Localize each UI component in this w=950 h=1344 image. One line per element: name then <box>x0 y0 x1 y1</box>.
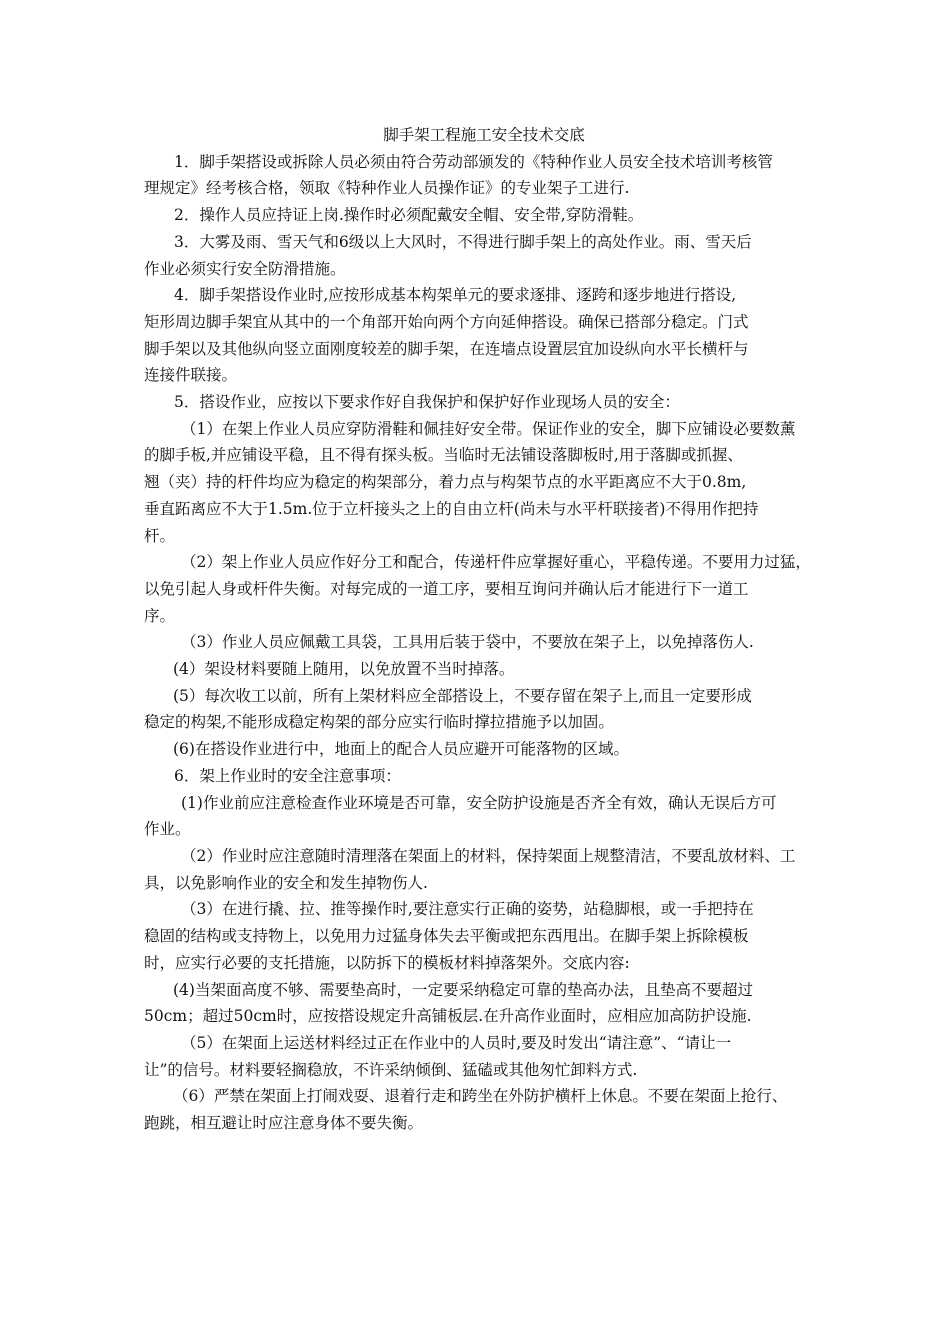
text-line: 以免引起人身或杆件失衡。对每完成的一道工序，要相互询问并确认后才能进行下一道工 <box>144 579 749 598</box>
text-line: 连接件联接。 <box>144 366 238 385</box>
document-title: 脚手架工程施工安全技术交底 <box>383 126 585 144</box>
document-body <box>144 122 824 1137</box>
text-line: 脚手架以及其他纵向竖立面刚度较差的脚手架，在连墙点设置层宜加设纵向水平长横杆与 <box>144 339 749 358</box>
text-line: 让”的信号。材料要轻搁稳放，不许采纳倾倒、猛磕或其他匆忙卸料方式. <box>144 1060 638 1079</box>
text-line: 3．大雾及雨、雪天气和6级以上大风时，不得进行脚手架上的高处作业。雨、雪天后 <box>174 232 752 251</box>
text-line: 2．操作人员应持证上岗.操作时必须配戴安全帽、安全带,穿防滑鞋。 <box>174 206 644 225</box>
text-line: 作业。 <box>144 820 191 839</box>
text-line: 时，应实行必要的支托措施，以防拆下的模板材料掉落架外。交底内容: <box>144 953 630 972</box>
text-line: 6．架上作业时的安全注意事项： <box>174 766 401 785</box>
text-line: （2）作业时应注意随时清理落在架面上的材料，保持架面上规整清洁，不要乱放材料、工 <box>181 846 796 865</box>
text-line: 50cm；超过50cm时，应按搭设规定升高铺板层.在升高作业面时，应相应加高防护设施. <box>144 1007 752 1026</box>
text-line: 具，以免影响作业的安全和发生掉物伤人. <box>144 873 428 892</box>
text-line: 理规定》经考核合格，领取《特种作业人员操作证》的专业架子工进行. <box>144 179 630 198</box>
text-line: （2）架上作业人员应作好分工和配合，传递杆件应掌握好重心，平稳传递。不要用力过猛， <box>181 553 811 572</box>
text-line: （5）在架面上运送材料经过正在作业中的人员时,要及时发出“请注意”、“请让一 <box>181 1033 732 1052</box>
text-line: 序。 <box>144 606 176 625</box>
text-line: (4）架设材料要随上随用，以免放置不当时掉落。 <box>173 660 515 679</box>
text-line: (5）每次收工以前，所有上架材料应全部搭设上，不要存留在架子上,而且一定要形成 <box>173 686 752 705</box>
text-line: 1．脚手架搭设或拆除人员必须由符合劳动部颁发的《特种作业人员安全技术培训考核管 <box>174 152 773 171</box>
text-line: 跑跳，相互避让时应注意身体不要失衡。 <box>144 1114 424 1133</box>
text-line: 杆。 <box>144 526 176 545</box>
text-line: 稳固的结构或支持物上，以免用力过猛身体失去平衡或把东西甩出。在脚手架上拆除模板 <box>144 927 749 946</box>
text-line: 矩形周边脚手架宜从其中的一个角部开始向两个方向延伸搭设。确保已搭部分稳定。门式 <box>144 312 749 331</box>
text-line: (1)作业前应注意检查作业环境是否可靠，安全防护设施是否齐全有效，确认无误后方可 <box>181 793 777 812</box>
text-line: (4)当架面高度不够、需要垫高时，一定要采纳稳定可靠的垫高办法，且垫高不要超过 <box>173 980 753 999</box>
text-line: （6）严禁在架面上打闹戏耍、退着行走和跨坐在外防护横杆上休息。不要在架面上抢行、 <box>173 1087 788 1106</box>
text-line: 垂直跖离应不大于1.5m.位于立杆接头之上的自由立杆(尚未与水平杆联接者)不得用作把持 <box>144 499 759 518</box>
text-line: 5．搭设作业，应按以下要求作好自我保护和保护好作业现场人员的安全： <box>174 393 680 412</box>
text-line: (6)在搭设作业进行中，地面上的配合人员应避开可能落物的区域。 <box>173 740 629 759</box>
text-line: 4．脚手架搭设作业时,应按形成基本构架单元的要求逐排、逐跨和逐步地进行搭设, <box>174 286 737 305</box>
text-line: 翘（夹）持的杆件均应为稳定的构架部分，着力点与构架节点的水平距离应不大于0.8m, <box>144 473 747 492</box>
text-line: （1）在架上作业人员应穿防滑鞋和佩挂好安全带。保证作业的安全，脚下应铺设必要数薰 <box>181 419 796 438</box>
text-line: 作业必须实行安全防滑措施。 <box>144 259 346 278</box>
text-line: （3）作业人员应佩戴工具袋，工具用后装于袋中，不要放在架子上，以免掉落伤人. <box>181 633 754 652</box>
text-line: 稳定的构架,不能形成稳定构架的部分应实行临时撑拉措施予以加固。 <box>144 713 614 732</box>
text-line: 的脚手板,并应铺设平稳，且不得有探头板。当临时无法铺设落脚板时,用于落脚或抓握、 <box>144 446 743 465</box>
text-line: （3）在进行撬、拉、推等操作时,要注意实行正确的姿势，站稳脚根，或一手把持在 <box>181 900 754 919</box>
